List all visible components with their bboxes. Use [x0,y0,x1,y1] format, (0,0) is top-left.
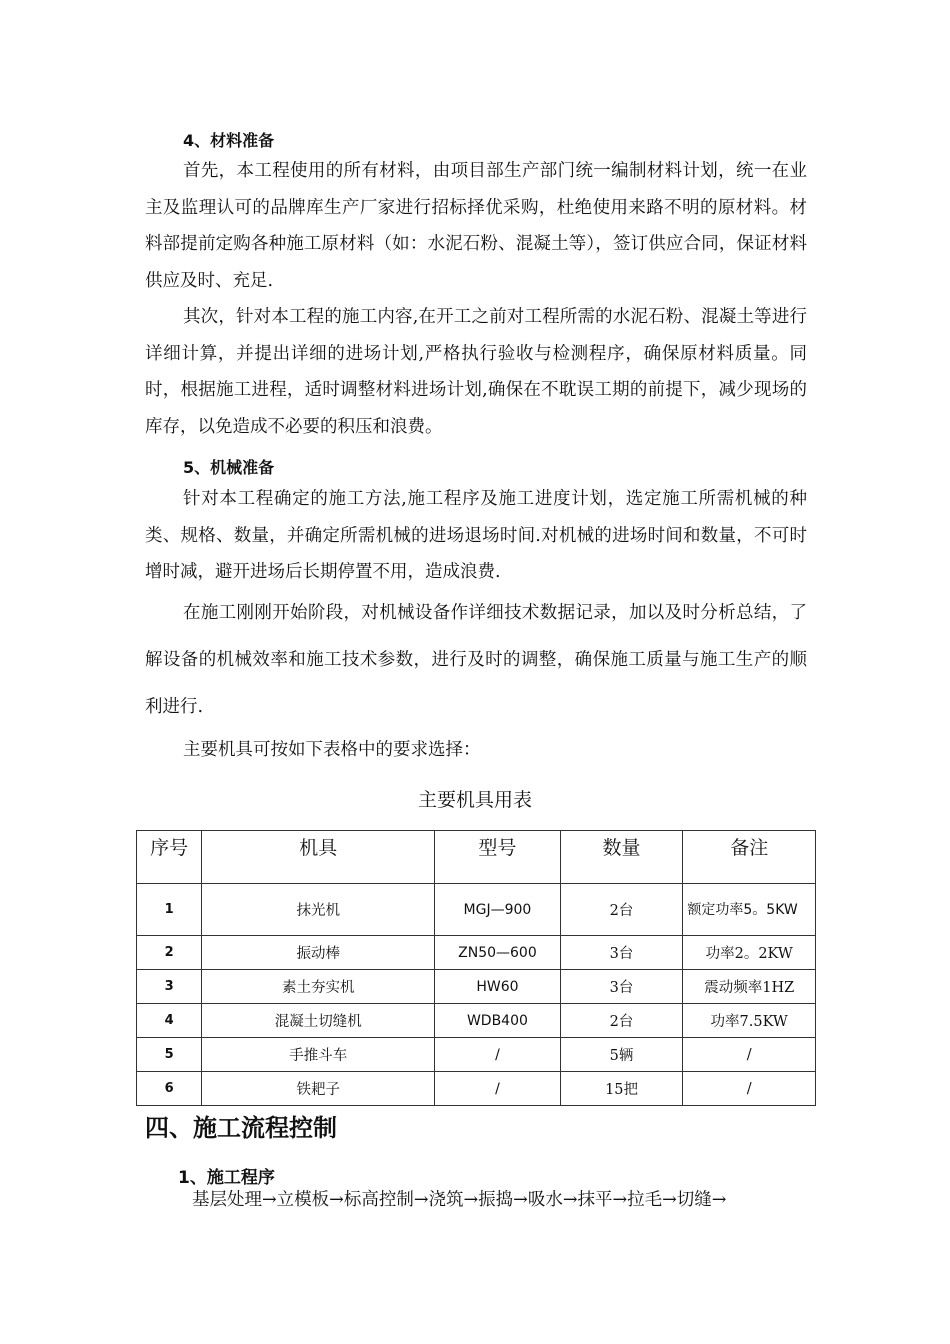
cell-remark: 功率7.5KW [683,1004,816,1038]
materials-paragraph-1: 首先，本工程使用的所有材料，由项目部生产部门统一编制材料计划，统一在业主及监理认可的品牌库生产厂家进行招标择优采购，杜绝使用来路不明的原材料。材料部提前定购各种施工原材料（如：水泥石粉、混凝土等），签订供应合同，保证材料供应及时、充足. [145,161,807,291]
cell-no: 4 [137,1004,202,1038]
cell-quantity: 15把 [560,1072,683,1106]
cell-no: 1 [137,884,202,936]
table-header-row [137,831,816,884]
construction-flow-text: 基层处理→立模板→标高控制→浇筑→振捣→吸水→抹平→拉毛→切缝→ [192,1190,727,1210]
machinery-paragraph-2: 在施工刚刚开始阶段，对机械设备作详细技术数据记录，加以及时分析总结，了解设备的机械效率和施工技术参数，进行及时的调整，确保施工质量与施工生产的顺利进行. [145,603,807,717]
materials-paragraph-2: 其次，针对本工程的施工内容,在开工之前对工程所需的水泥石粉、混凝土等进行详细计算，并提出详细的进场计划,严格执行验收与检测程序，确保原材料质量。同时，根据施工进程，适时调整材料进场计划,确保在不耽误工期的前提下，减少现场的库存，以免造成不必要的积压和浪费。 [145,307,807,437]
header-no: 序号 [137,831,202,884]
cell-no: 6 [137,1072,202,1106]
cell-remark: 震动频率1HZ [683,970,816,1004]
cell-model: WDB400 [435,1004,561,1038]
table-title: 主要机具用表 [417,789,532,811]
cell-no: 5 [137,1038,202,1072]
cell-quantity: 5辆 [560,1038,683,1072]
header-tool: 机具 [202,831,435,884]
cell-tool: 振动棒 [202,936,435,970]
cell-model: / [435,1038,561,1072]
table-row [137,884,816,936]
header-model: 型号 [435,831,561,884]
section-heading-machinery: 5、机械准备 [183,458,275,477]
section-heading-materials: 4、材料准备 [183,131,275,150]
cell-quantity: 2台 [560,884,683,936]
cell-remark: / [683,1072,816,1106]
cell-tool: 抹光机 [202,884,435,936]
equipment-table [136,830,816,1106]
cell-remark: 功率2。2KW [683,936,816,970]
cell-tool: 混凝土切缝机 [202,1004,435,1038]
chapter-heading-process-control: 四、施工流程控制 [145,1114,337,1142]
cell-model: / [435,1072,561,1106]
table-row [137,970,816,1004]
cell-model: MGJ—900 [435,884,561,936]
table-row [137,936,816,970]
cell-no: 3 [137,970,202,1004]
header-quantity: 数量 [560,831,683,884]
cell-model: ZN50—600 [435,936,561,970]
subheading-construction-procedure: 1、施工程序 [178,1168,275,1188]
cell-model: HW60 [435,970,561,1004]
cell-tool: 手推斗车 [202,1038,435,1072]
machinery-paragraph-1: 针对本工程确定的施工方法,施工程序及施工进度计划，选定施工所需机械的种类、规格、数量，并确定所需机械的进场退场时间.对机械的进场时间和数量，不可时增时减，避开进场后长期停置不用，造成浪费. [145,489,807,582]
machinery-paragraph-3: 主要机具可按如下表格中的要求选择： [183,740,481,760]
table-row [137,1004,816,1038]
cell-tool: 铁耙子 [202,1072,435,1106]
cell-quantity: 3台 [560,936,683,970]
cell-quantity: 2台 [560,1004,683,1038]
cell-quantity: 3台 [560,970,683,1004]
cell-no: 2 [137,936,202,970]
table-row [137,1072,816,1106]
cell-tool: 素土夯实机 [202,970,435,1004]
cell-remark: / [683,1038,816,1072]
table-row [137,1038,816,1072]
cell-remark: 额定功率5。5KW [683,884,816,936]
header-remark: 备注 [683,831,816,884]
